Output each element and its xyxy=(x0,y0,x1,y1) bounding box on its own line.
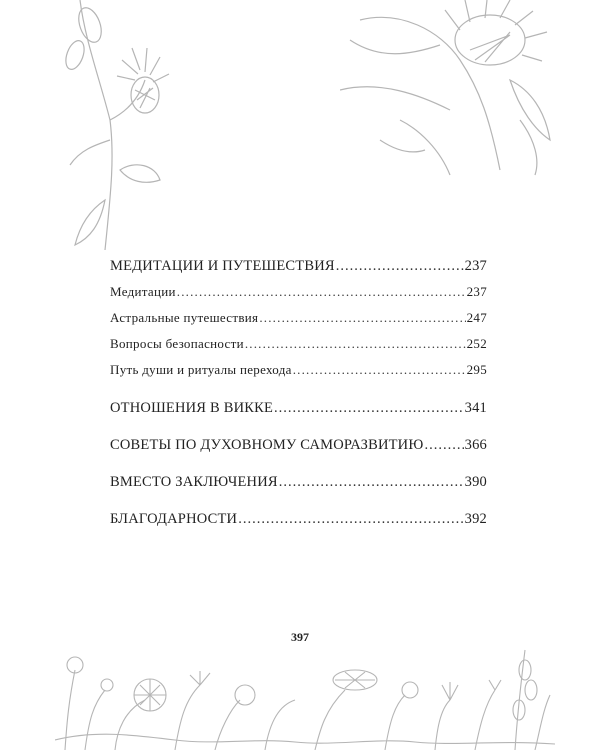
toc-entry-title: Путь души и ритуалы перехода xyxy=(110,362,292,377)
toc-entry-soul-path-rituals[interactable] xyxy=(110,362,487,378)
toc-entry-page: 295 xyxy=(466,362,487,377)
table-of-contents xyxy=(110,258,487,528)
toc-leader-dots xyxy=(259,310,465,326)
toc-leader-dots xyxy=(274,400,464,417)
toc-leader-dots xyxy=(336,258,464,275)
toc-entry-page: 247 xyxy=(466,310,487,325)
page-number: 397 xyxy=(291,630,309,644)
toc-entry-page: 237 xyxy=(466,284,487,299)
toc-entry-title: БЛАГОДАРНОСТИ xyxy=(110,511,238,527)
botanical-illustration-top-right xyxy=(340,0,560,180)
toc-leader-dots xyxy=(177,284,466,300)
toc-entry-page: 237 xyxy=(464,258,487,274)
toc-entry-title: СОВЕТЫ ПО ДУХОВНОМУ САМОРАЗВИТИЮ xyxy=(110,437,424,453)
toc-entry-page: 392 xyxy=(464,511,487,527)
toc-entry-page: 341 xyxy=(464,400,487,416)
toc-entry-title: ВМЕСТО ЗАКЛЮЧЕНИЯ xyxy=(110,474,278,490)
toc-entry-spiritual-development-tips[interactable] xyxy=(110,437,487,454)
toc-entry-page: 366 xyxy=(464,437,487,453)
toc-entry-title: Астральные путешествия xyxy=(110,310,259,325)
toc-entry-page: 252 xyxy=(466,336,487,351)
toc-leader-dots xyxy=(245,336,466,352)
toc-entry-instead-of-conclusion[interactable] xyxy=(110,474,487,491)
toc-entry-astral-travel[interactable] xyxy=(110,310,487,326)
toc-entry-title: МЕДИТАЦИИ И ПУТЕШЕСТВИЯ xyxy=(110,258,335,274)
toc-entry-title: Медитации xyxy=(110,284,176,299)
toc-entry-meditations-and-journeys[interactable] xyxy=(110,258,487,275)
toc-entry-title: ОТНОШЕНИЯ В ВИККЕ xyxy=(110,400,274,416)
toc-entry-safety-questions[interactable] xyxy=(110,336,487,352)
botanical-illustration-top-left xyxy=(60,0,170,250)
toc-entry-acknowledgements[interactable] xyxy=(110,511,487,528)
toc-entry-page: 390 xyxy=(464,474,487,490)
toc-entry-meditations[interactable] xyxy=(110,284,487,300)
toc-entry-relationships-in-wicca[interactable] xyxy=(110,400,487,417)
toc-leader-dots xyxy=(424,437,463,454)
toc-leader-dots xyxy=(293,362,466,378)
toc-leader-dots xyxy=(279,474,464,491)
toc-leader-dots xyxy=(238,511,463,528)
toc-entry-title: Вопросы безопасности xyxy=(110,336,244,351)
